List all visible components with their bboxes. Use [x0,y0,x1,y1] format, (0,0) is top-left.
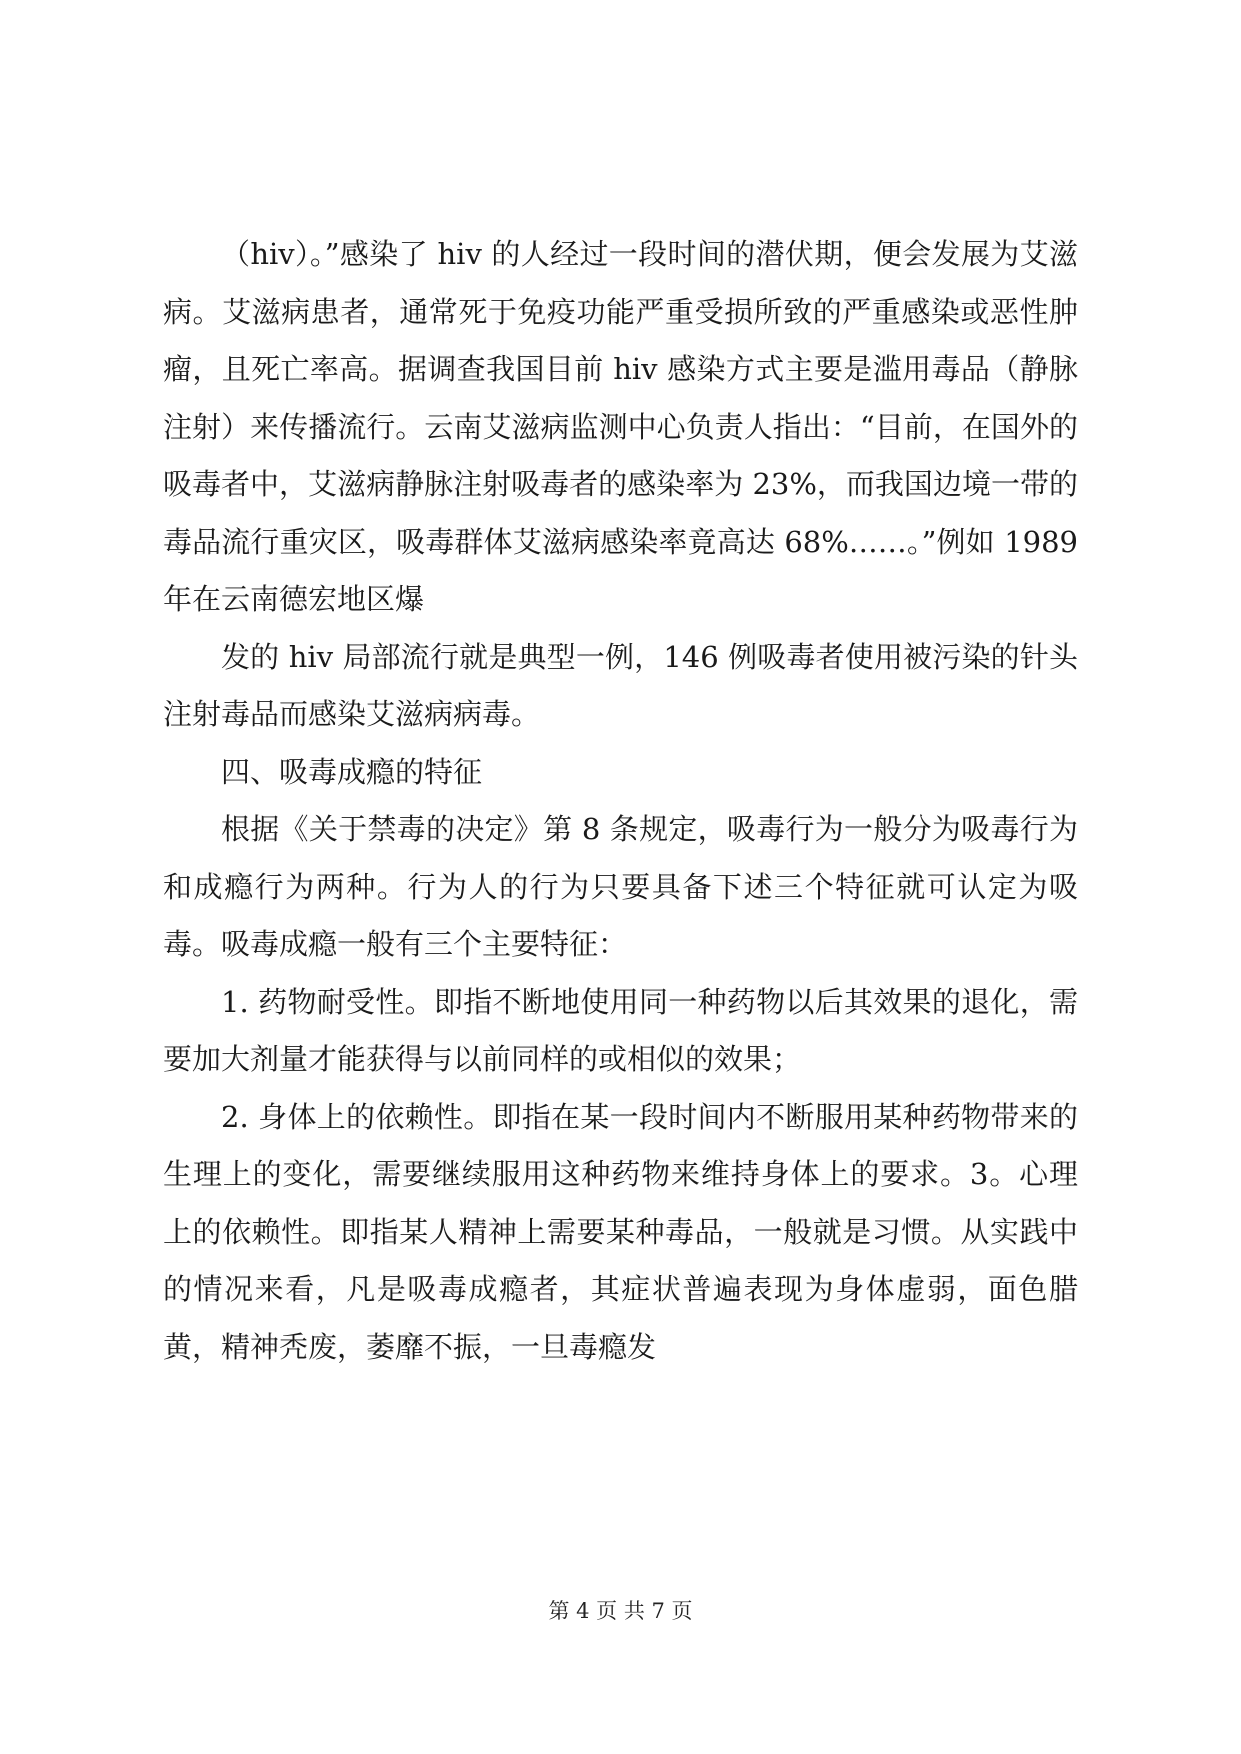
section-heading-addiction-features: 四、吸毒成瘾的特征 [221,754,483,789]
page-number-footer: 第 4 页 共 7 页 [548,1599,693,1623]
paragraph-physical-dependence: 2. 身体上的依赖性。即指在某一段时间内不断服用某种药物带来的生理上的变化，需要继续服用这种药物来维持身体上的要求。3。心理上的依赖性。即指某人精神上需要某种毒品，一般就是习惯。从实践中的情况来看，凡是吸毒成瘾者，其症状普遍表现为身体虚弱，面色腊黄，精神秃废，萎靡不振，一旦毒瘾发 [163,1099,1078,1364]
document-body [163,226,1078,1376]
paragraph-legal-basis: 根据《关于禁毒的决定》第 8 条规定，吸毒行为一般分为吸毒行为和成瘾行为两种。行为人的行为只要具备下述三个特征就可认定为吸毒。吸毒成瘾一般有三个主要特征： [163,812,1078,961]
paragraph-hiv-infection: （hiv）。”感染了 hiv 的人经过一段时间的潜伏期，便会发展为艾滋病。艾滋病患者，通常死于免疫功能严重受损所致的严重感染或恶性肿瘤，且死亡率高。据调查我国目前 hiv 感染方式主要是滥用毒品（静脉注射）来传播流行。云南艾滋病监测中心负责人指出：“目前，在国外的吸毒者中，艾滋病静脉注射吸毒者的感染率为 23%，而我国边境一带的毒品流行重灾区，吸毒群体艾滋病感染率竟高达 68%……。”例如 1989 年在云南德宏地区爆 [163,237,1078,616]
paragraph-dehong-outbreak: 发的 hiv 局部流行就是典型一例，146 例吸毒者使用被污染的针头注射毒品而感染艾滋病病毒。 [163,639,1078,731]
paragraph-drug-tolerance: 1. 药物耐受性。即指不断地使用同一种药物以后其效果的退化，需要加大剂量才能获得与以前同样的或相似的效果； [163,984,1078,1076]
